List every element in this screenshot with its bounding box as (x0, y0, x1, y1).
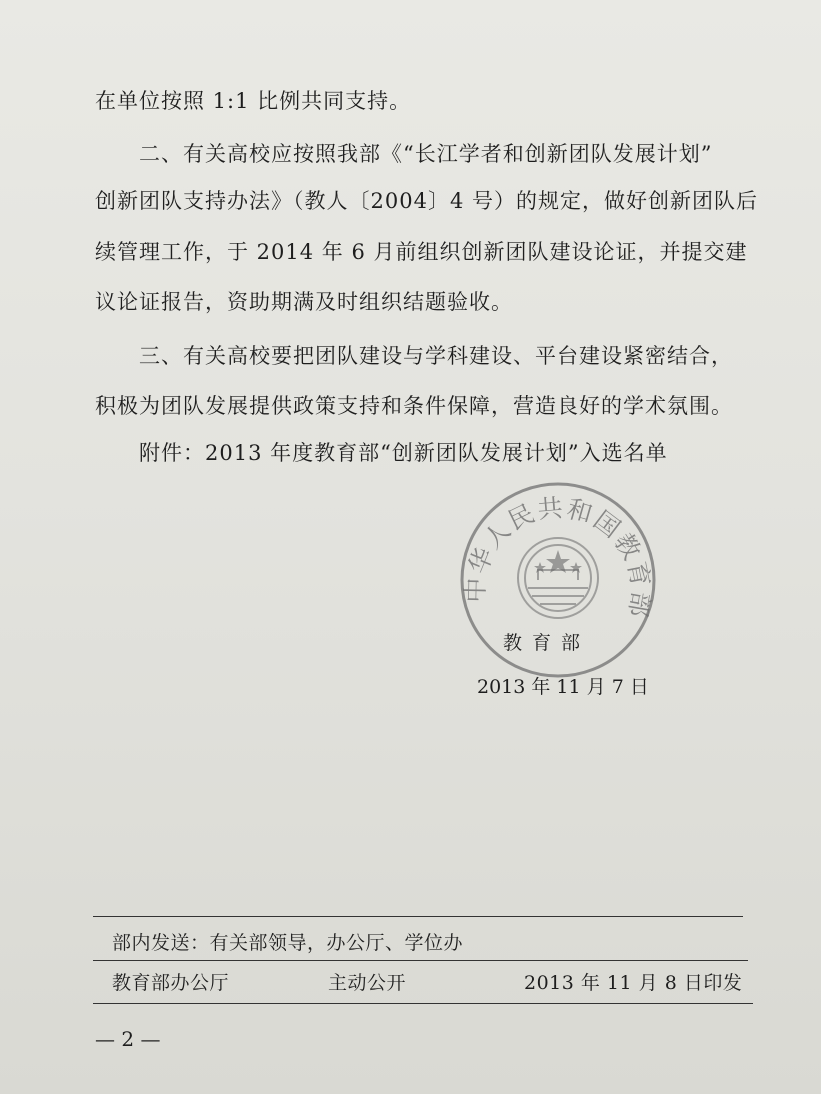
footer-top-rule (93, 916, 743, 917)
disclosure-type: 主动公开 (328, 972, 407, 994)
body-line-6: 三、有关高校要把团队建设与学科建设、平台建设紧密结合， (139, 344, 733, 368)
body-line-3: 创新团队支持办法》（教人〔2004〕4 号）的规定，做好创新团队后 (95, 189, 758, 213)
svg-text:中华人民共和国教育部: 中华人民共和国教育部 (460, 493, 656, 622)
footer-middle-rule (93, 960, 748, 961)
footer-bottom-rule (93, 1003, 753, 1004)
body-line-2: 二、有关高校应按照我部《“长江学者和创新团队发展计划” (139, 142, 713, 166)
body-line-7: 积极为团队发展提供政策支持和条件保障，营造良好的学术氛围。 (95, 394, 733, 418)
issuer-office: 教育部办公厅 (112, 972, 230, 994)
body-line-5: 议论证报告，资助期满及时组织结题验收。 (95, 290, 513, 314)
print-date: 2013 年 11 月 8 日印发 (524, 972, 743, 994)
distribution-line: 部内发送：有关部领导，办公厅、学位办 (112, 932, 464, 954)
body-line-4: 续管理工作，于 2014 年 6 月前组织创新团队建设论证，并提交建 (95, 240, 748, 264)
attachment-line: 附件：2013 年度教育部“创新团队发展计划”入选名单 (139, 441, 668, 465)
seal-signature-text: 教育部 (503, 632, 591, 654)
signature-date: 2013 年 11 月 7 日 (477, 676, 649, 698)
page-number: — 2 — (95, 1027, 161, 1051)
body-line-1: 在单位按照 1:1 比例共同支持。 (95, 89, 412, 113)
